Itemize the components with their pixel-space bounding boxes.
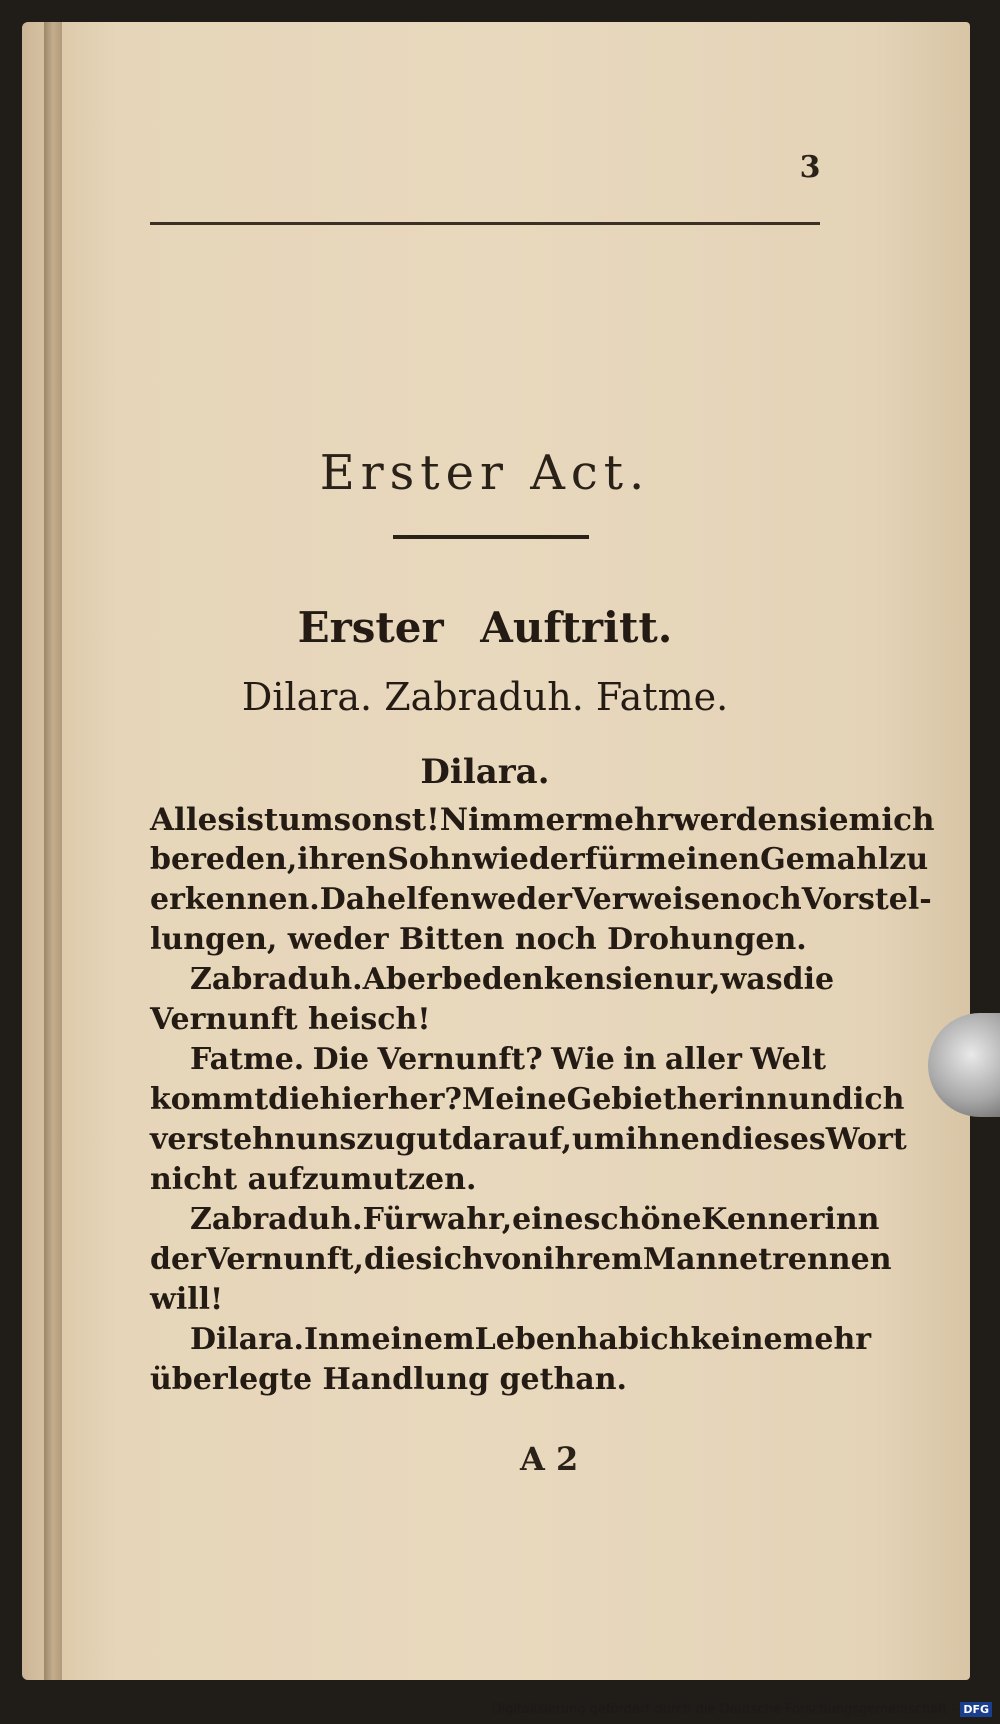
word: Kennerinn [701,1202,880,1237]
act-title: Erster Act. [319,445,651,501]
word: hab [576,1322,639,1357]
word: ich [638,1322,691,1357]
word: von [483,1242,544,1277]
word: sich [415,1242,484,1277]
word: Leben [474,1322,577,1357]
word: die [363,1242,416,1277]
word: darauf, [451,1122,572,1157]
word: Vernunft, [205,1242,364,1277]
text-line: Vernunft heisch! [150,1002,431,1037]
word: ihnen [625,1122,722,1157]
word: Fürwahr, [362,1202,513,1237]
word: In [303,1322,340,1357]
word: erkennen. [150,882,320,917]
word: uns [295,1122,357,1157]
word: Sohn [387,842,473,877]
word: Vorstel- [801,882,932,917]
word: wieder [472,842,585,877]
word: eine [512,1202,584,1237]
word: Meine [462,1082,567,1117]
word: ich [852,1082,905,1117]
word: Wie [551,1042,615,1077]
word: Aber [362,962,442,997]
footer-credit: Digitalisierung gefördert durch die Deutsche Forschungsgemeinschaft - [491,1702,957,1717]
word: Alles [150,802,235,838]
word: noch [719,882,802,917]
word: Vernunft? [377,1042,543,1077]
word: sie [799,802,849,838]
word: schöne [583,1202,702,1237]
word: hierher? [319,1082,462,1117]
text-line: nicht aufzumutzen. [150,1162,477,1197]
word: Manne [642,1242,759,1277]
word: die [782,962,835,997]
word: Gebietherinn [566,1082,789,1117]
word: Welt [750,1042,826,1077]
word: aller [664,1042,742,1077]
dfg-logo: DFG [960,1702,992,1717]
word: Fatme. [190,1042,305,1077]
word: meinen [635,842,761,877]
word: gut [395,1122,452,1157]
speaker-heading: Dilara. [420,752,550,792]
word: Wort [825,1122,907,1157]
text-line [150,1120,907,1160]
word: Verweise [572,882,720,917]
word: sie [605,962,653,997]
text-line [150,1240,892,1280]
page-number: 3 [799,150,821,185]
word: um [571,1122,626,1157]
word: Gemahl [760,842,890,877]
signature-mark: A 2 [520,1440,579,1478]
word: werden [672,802,800,838]
word: ihren [297,842,388,877]
word: Nimmermehr [439,802,673,838]
digitization-footer [491,1702,992,1717]
word: Da [319,882,366,917]
word: kommt [150,1082,269,1117]
word: umsonst! [278,802,440,838]
word: verstehn [150,1122,296,1157]
header-rule [150,222,820,225]
word: Zabraduh. [190,962,363,997]
word: bereden, [150,842,298,877]
text-line [150,1040,826,1080]
word: Dilara. [190,1322,304,1357]
word: der [150,1242,206,1277]
word: keine [690,1322,783,1357]
word: bedenken [441,962,606,997]
act-divider [393,535,589,539]
word: helfen [365,882,472,917]
text-line: lungen, weder Bitten noch Drohungen. [150,922,807,957]
text-line [150,1320,872,1360]
text-line: will! [150,1282,224,1317]
text-line [150,1200,880,1240]
word: die [268,1082,320,1117]
word: dieses [721,1122,826,1157]
word: mehr [782,1322,872,1357]
text-line [150,800,935,840]
word: was [720,962,783,997]
word: in [623,1042,657,1077]
word: für [584,842,636,877]
word: Die [312,1042,370,1077]
text-line [150,880,932,920]
character-list: Dilara. Zabraduh. Fatme. [241,675,729,719]
word: ist [234,802,279,838]
word: ihrem [543,1242,643,1277]
word: mich [848,802,935,838]
dialogue-text [150,800,935,1400]
word: meinem [339,1322,475,1357]
text-line [150,960,835,1000]
word: Zabraduh. [190,1202,363,1237]
word: weder [471,882,573,917]
scene-heading: Erster Auftritt. [297,603,673,652]
book-gutter [44,22,62,1680]
text-line [150,1080,905,1120]
text-line: überlegte Handlung gethan. [150,1362,627,1397]
text-line [150,840,929,880]
word: trennen [758,1242,892,1277]
word: und [788,1082,853,1117]
word: nur, [652,962,721,997]
word: zu [889,842,929,877]
word: zu [356,1122,396,1157]
